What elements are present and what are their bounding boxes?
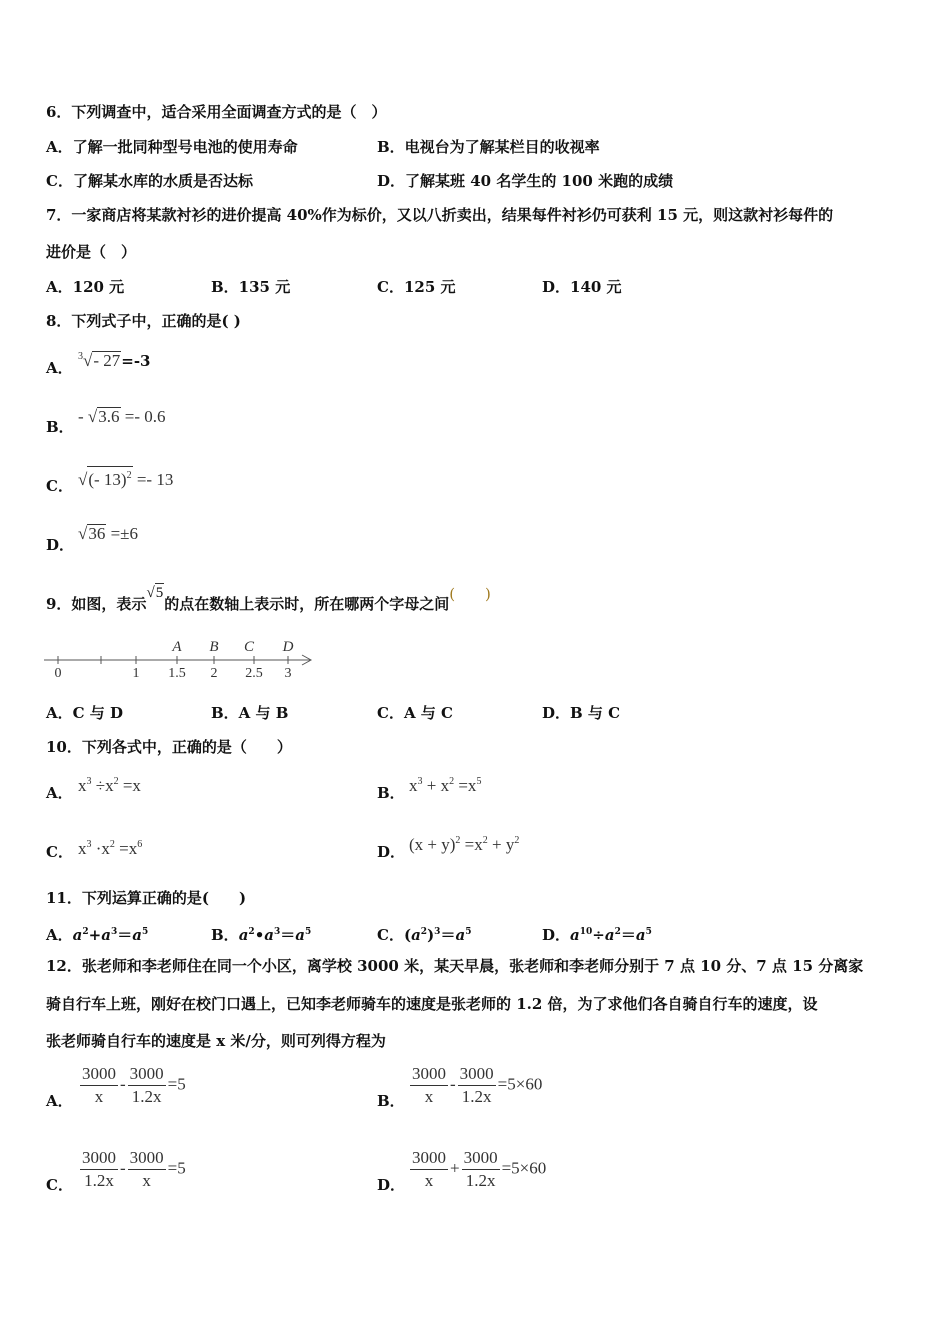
rhs: =- 13 <box>132 470 174 489</box>
q6-option-d: D．了解某班 40 名学生的 100 米跑的成绩 <box>377 172 674 190</box>
q12-stem-line3: 张老师骑自行车的速度是 x 米/分，则可列得方程为 <box>46 1032 386 1050</box>
var: a <box>132 926 142 944</box>
q10-option-a-expr <box>78 771 141 797</box>
numerator: 3000 <box>410 1147 448 1170</box>
q10-option-c-label: C． <box>46 843 73 861</box>
q10-option-b-expr <box>409 771 481 797</box>
fraction <box>80 1147 118 1192</box>
equals: ＝ <box>620 926 636 944</box>
q8-option-d-label: D． <box>46 536 75 554</box>
numerator: 3000 <box>80 1063 118 1086</box>
q10-option-c-expr <box>78 834 142 860</box>
rhs: =x <box>454 776 477 795</box>
q6-option-a: A．了解一批同种型号电池的使用寿命 <box>46 138 298 156</box>
fraction <box>128 1147 166 1192</box>
root-index: 3 <box>78 351 83 362</box>
fraction <box>80 1063 118 1108</box>
tick-label: 2.5 <box>245 666 263 681</box>
q12-option-a-expr <box>78 1063 186 1108</box>
lhs: (x + y) <box>409 835 456 854</box>
exponent: 2 <box>126 470 132 481</box>
rhs: =±6 <box>106 524 139 543</box>
exponent: 3 <box>434 927 441 937</box>
radicand: 36 <box>88 524 106 543</box>
var: a <box>238 926 249 944</box>
q12-option-c-expr <box>78 1147 186 1192</box>
tick-label: 0 <box>54 666 62 681</box>
numerator: 3000 <box>462 1147 500 1170</box>
denominator: 1.2x <box>465 1171 496 1190</box>
tick-label: 3 <box>284 666 292 681</box>
q12-option-c-label: C． <box>46 1176 73 1194</box>
rhs: =- 0.6 <box>120 407 166 426</box>
q12-option-d-label: D． <box>377 1176 406 1194</box>
operator: ·x <box>91 839 110 858</box>
q12-option-b-label: B． <box>377 1092 405 1110</box>
q8-option-a-expr: $^3$√- 27=-3 <box>78 351 151 370</box>
q7-option-c: C．125 元 <box>377 278 456 296</box>
q9-option-b: B．A 与 B <box>211 704 289 722</box>
numerator: 3000 <box>410 1063 448 1086</box>
rhs: =5 <box>167 1158 186 1178</box>
q10-option-b-label: B． <box>377 784 405 802</box>
exponent: 3 <box>274 927 281 937</box>
tick-label: 1.5 <box>168 666 186 681</box>
q12-option-a-label: A． <box>46 1092 73 1110</box>
q11-option-b <box>211 922 311 945</box>
fraction <box>128 1063 166 1108</box>
equals: ＝ <box>117 926 133 944</box>
var: a <box>72 926 83 944</box>
base: x <box>78 839 87 858</box>
exponent: 5 <box>141 927 149 937</box>
rhs: =x <box>114 839 138 858</box>
fraction <box>410 1063 448 1108</box>
q11-option-c <box>377 922 471 945</box>
denominator: 1.2x <box>84 1171 114 1190</box>
q9-option-c: C．A 与 C <box>377 704 453 722</box>
q11-option-d <box>542 922 652 945</box>
operator: + <box>450 1158 460 1178</box>
exponent: 6 <box>137 839 143 850</box>
operator: ÷x <box>91 776 114 795</box>
exponent: 3 <box>110 927 118 937</box>
rhs: =5 <box>167 1074 186 1094</box>
equals: ＝ <box>440 926 456 944</box>
q8-option-b-label: B． <box>46 418 74 436</box>
exponent: 3 <box>417 776 423 787</box>
rhs-term: =x <box>460 835 483 854</box>
q7-stem-line2: 进价是（ ） <box>46 243 137 261</box>
exponent: 5 <box>476 776 482 787</box>
numerator: 3000 <box>458 1063 496 1086</box>
q8-stem: 8．下列式子中，正确的是( ) <box>46 312 241 330</box>
point-letter: B <box>209 639 219 655</box>
q6-option-b: B．电视台为了解某栏目的收视率 <box>377 138 600 156</box>
radicand: (- 13) <box>88 470 127 489</box>
fraction <box>410 1147 448 1192</box>
q10-stem: 10．下列各式中，正确的是（ ） <box>46 738 292 756</box>
q7-option-a: A．120 元 <box>46 278 125 296</box>
operator: - <box>450 1074 456 1094</box>
base: x <box>78 776 87 795</box>
operator: • <box>254 926 265 944</box>
rhs: =5×60 <box>497 1074 543 1094</box>
q11-option-a <box>46 922 148 945</box>
rhs: =x <box>118 776 141 795</box>
var: a <box>570 926 580 944</box>
q10-option-a-label: A． <box>46 784 73 802</box>
fraction <box>458 1063 496 1108</box>
numerator: 3000 <box>128 1147 166 1170</box>
base: x <box>409 776 418 795</box>
q12-option-d-expr <box>408 1147 546 1192</box>
option-label: B． <box>211 926 239 944</box>
var: a <box>411 926 421 944</box>
exponent: 2 <box>248 927 255 937</box>
exponent: 2 <box>449 776 455 787</box>
q9-stem-pre: 9．如图，表示 <box>46 595 147 613</box>
numerator: 3000 <box>80 1147 118 1170</box>
fraction <box>462 1147 500 1192</box>
q12-stem-line1: 12．张老师和李老师住在同一个小区，离学校 3000 米，某天早晨，张老师和李老师分别于 7 点 10 分、7 点 15 分离家 <box>46 957 864 975</box>
option-label: C． <box>377 926 404 944</box>
var: a <box>295 926 306 944</box>
q8-option-a-label: A． <box>46 359 73 377</box>
q7-stem-line1: 7．一家商店将某款衬衫的进价提高 40%作为标价，又以八折卖出，结果每件衬衫仍可获利 15 元，则这款衬衫每件的 <box>46 206 834 224</box>
q12-option-b-expr <box>408 1063 542 1108</box>
tick-label: 2 <box>210 666 218 681</box>
numerator: 3000 <box>128 1063 166 1086</box>
exponent: 2 <box>420 927 428 937</box>
var: a <box>455 926 466 944</box>
point-letter: A <box>172 639 182 655</box>
q7-option-b: B．135 元 <box>211 278 291 296</box>
paren: ) <box>427 926 435 944</box>
q10-option-d-label: D． <box>377 843 406 861</box>
rhs-term: + y <box>487 835 515 854</box>
exponent: 2 <box>113 776 119 787</box>
q12-stem-line2: 骑自行车上班，刚好在校门口遇上，已知李老师骑车的速度是张老师的 1.2 倍，为了求他们各自骑自行车的速度，设 <box>46 995 818 1013</box>
exponent: 2 <box>109 839 115 850</box>
q8-option-c-expr: √(- 13)$^2$ =- 13 <box>78 466 173 491</box>
number-line-figure <box>44 634 319 682</box>
operator: - <box>120 1074 126 1094</box>
q11-stem: 11．下列运算正确的是( ) <box>46 889 247 907</box>
operator: ÷ <box>592 926 605 944</box>
exponent: 2 <box>82 927 89 937</box>
operator: + x <box>422 776 450 795</box>
exponent: 3 <box>86 776 92 787</box>
q9-option-d: D．B 与 C <box>542 704 621 722</box>
q9-stem: 9．如图，表示√5的点在数轴上表示时，所在哪两个字母之间( ) <box>46 585 491 613</box>
denominator: x <box>424 1087 434 1106</box>
radicand: 5 <box>155 585 164 601</box>
exponent: 2 <box>455 835 461 846</box>
equals: ＝ <box>280 926 296 944</box>
option-label: D． <box>542 926 571 944</box>
denominator: 1.2x <box>131 1087 162 1106</box>
exponent: 3 <box>86 839 92 850</box>
var: a <box>635 926 646 944</box>
operator: - <box>120 1158 126 1178</box>
operator: + <box>88 926 102 944</box>
q6-option-c: C．了解某水库的水质是否达标 <box>46 172 253 190</box>
exponent: 5 <box>645 927 652 937</box>
exponent: 2 <box>514 835 520 846</box>
exponent: 10 <box>579 927 593 937</box>
q9-option-a: A．C 与 D <box>46 704 124 722</box>
rhs: =5×60 <box>501 1158 547 1178</box>
denominator: x <box>142 1171 151 1190</box>
point-letter: C <box>243 639 255 655</box>
var: a <box>604 926 615 944</box>
q10-option-d-expr <box>409 830 519 856</box>
radicand: - 27 <box>93 351 121 370</box>
q8-option-d-expr: √36 =±6 <box>78 524 139 543</box>
denominator: x <box>94 1087 104 1106</box>
minus-sign: - <box>78 407 88 426</box>
q8-option-c-label: C． <box>46 477 73 495</box>
denominator: 1.2x <box>461 1087 492 1106</box>
answer-paren: ( ) <box>449 585 491 603</box>
var: a <box>101 926 111 944</box>
q8-option-b-expr: - √3.6 =- 0.6 <box>78 407 166 426</box>
q9-stem-post: 的点在数轴上表示时，所在哪两个字母之间 <box>164 595 450 613</box>
tick-label: 1 <box>132 666 140 681</box>
rhs: =-3 <box>121 352 151 370</box>
exponent: 5 <box>305 927 312 937</box>
q6-stem: 6．下列调查中，适合采用全面调查方式的是（ ） <box>46 103 387 121</box>
paren: ( <box>403 926 412 944</box>
q7-option-d: D．140 元 <box>542 278 622 296</box>
var: a <box>264 926 275 944</box>
exponent: 2 <box>614 927 621 937</box>
point-letter: D <box>282 639 294 655</box>
exponent: 2 <box>482 835 488 846</box>
radicand: 3.6 <box>98 407 120 426</box>
denominator: x <box>424 1171 434 1190</box>
exponent: 5 <box>465 927 472 937</box>
option-label: A． <box>46 926 73 944</box>
